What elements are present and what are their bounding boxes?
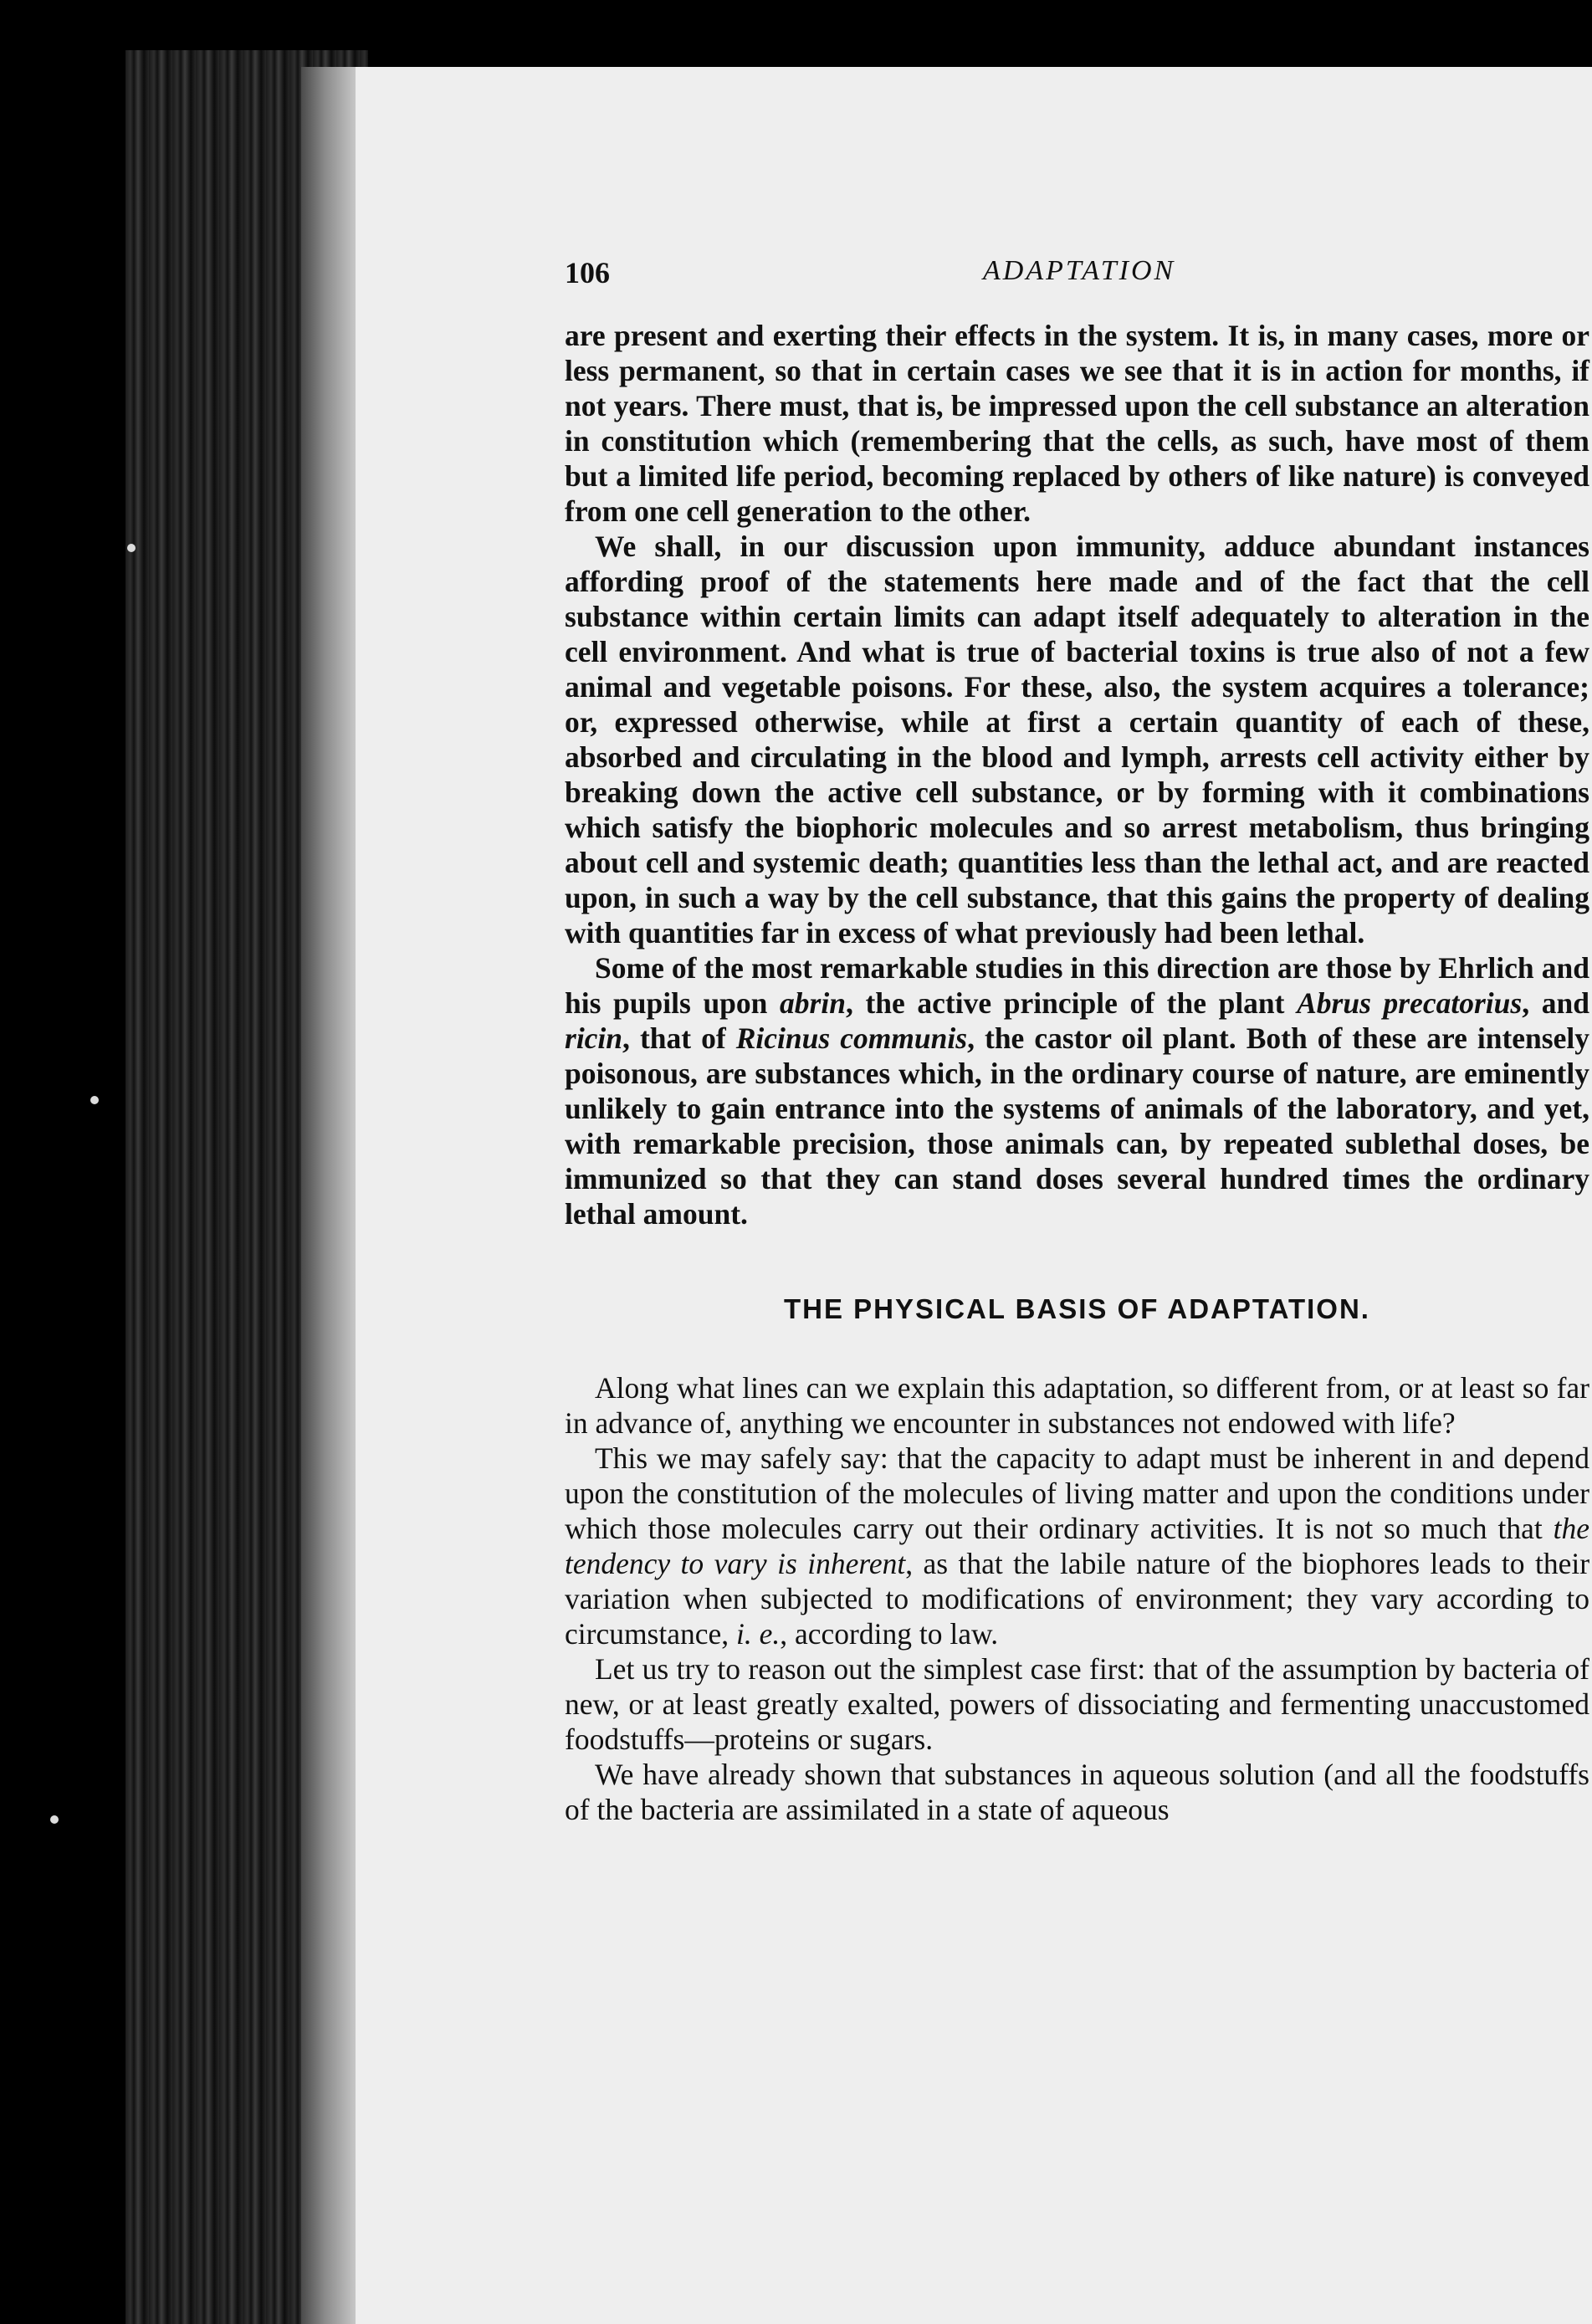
term-ricinus-communis: Ricinus communis [735,1021,968,1055]
section-heading: THE PHYSICAL BASIS OF ADAPTATION. [784,1293,1370,1324]
margin-speck [90,1096,99,1104]
paragraph-7: We have already shown that substances in aqueous solution (and all the foodstuffs of the bacteria are assimilated in a state of aqueous [565,1758,1589,1826]
paragraph-1: are present and exerting their effects in the system. It is, in many cases, more or less permanent, so that in certain cases we see that it is in action for months, if not years. There must, that is, be impressed upon the cell substance an alteration in constitution which (remembering that the cells, as such, have most of them but a limited life period, becoming replaced by others of like nature) is conveyed from one cell generation to the other. [565,319,1589,528]
term-abrus-precatorius: Abrus precatorius [1297,986,1523,1020]
paragraph-5-text: , as that the labile nature of the biophores leads to their variation when subjected to modifications of environment; they vary according to circumstance, [565,1547,1590,1651]
term-abrin: abrin [780,986,846,1020]
paragraph-5-text: , according to law. [780,1617,999,1651]
paragraph-3-text: Some of the most remarkable studies in this direction are those by Ehrlich and his pupils upon [565,951,1589,1020]
paragraph-5-text: This we may safely say: that the capacity to adapt must be inherent in and depend upon the constitution of the molecules of living matter and upon the conditions under which those molecules carry out their ordinary activities. It is not so much that [565,1441,1589,1545]
page-header [565,255,1200,297]
paragraph-3-text: , and [1522,986,1589,1020]
paragraph-3-text: , the castor oil plant. Both of these are intensely poisonous, are substances which, in the ordinary course of nature, are eminently unlikely to gain entrance into the systems of animals of the laboratory, and yet, with remarkable precision, those animals can, by repeated sublethal doses, be immunized so that they can stand doses several hundred times the ordinary lethal amount. [565,1021,1589,1231]
running-head: ADAPTATION [983,255,1176,286]
abbreviation-ie: i. e. [736,1617,781,1651]
margin-speck [127,544,136,552]
paragraph-5 [565,1441,1589,1651]
page-gutter [301,67,360,2324]
paragraph-3-text: , the active principle of the plant [845,986,1298,1020]
paragraph-4: Along what lines can we explain this adaptation, so different from, or at least so far in advance of, anything we encounter in substances not endowed with life? [565,1371,1589,1440]
paragraph-3-text: , that of [622,1021,736,1055]
paragraph-3 [565,950,1589,1231]
paragraph-2: We shall, in our discussion upon immunity, adduce abundant instances affording proof of the statements here made and of the fact that the cell substance within certain limits can adapt itself adequately to alteration in the cell environment. And what is true of bacterial toxins is true also of not a few animal and vegetable poisons. For these, also, the system acquires a tolerance; or, expressed otherwise, while at first a certain quantity of each of these, absorbed and circulating in the blood and lymph, arrests cell activity either by breaking down the active cell substance, or by forming with it combinations which satisfy the biophoric molecules and so arrest metabolism, thus bringing about cell and systemic death; quantities less than the lethal act, and are reacted upon, in such a way by the cell substance, that this gains the property of dealing with quantities far in excess of what previously had been lethal. [565,530,1589,950]
paragraph-6: Let us try to reason out the simplest case first: that of the assumption by bacteria of new, or at least greatly exalted, powers of dissociating and fermenting unaccustomed foodstuffs—proteins or sugars. [565,1652,1589,1756]
margin-speck [50,1815,59,1824]
term-ricin: ricin [565,1021,623,1055]
page-body [565,318,1589,1827]
page-number: 106 [565,256,610,289]
emphasis-tendency-to-vary: the tendency to vary is inherent [565,1512,1589,1580]
